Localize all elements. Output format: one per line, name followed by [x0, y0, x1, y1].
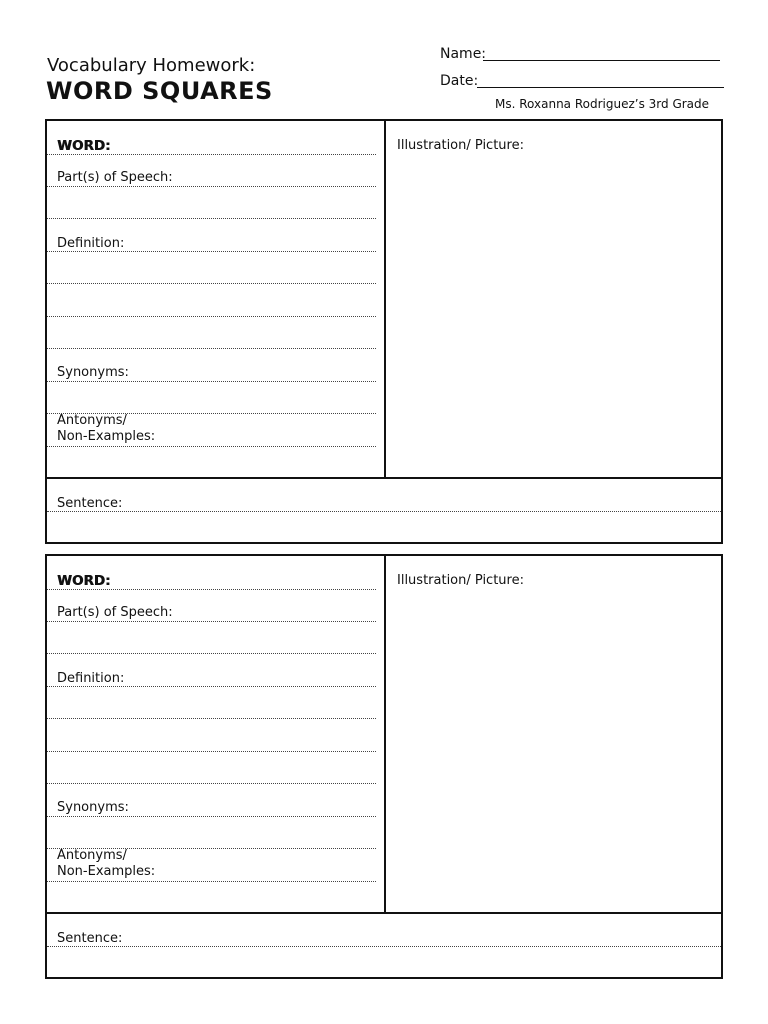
word-line[interactable]: [47, 589, 376, 590]
teacher-label: Ms. Roxanna Rodriguez’s 3rd Grade: [495, 97, 710, 111]
date-field[interactable]: [440, 72, 478, 90]
definition-label: Definition:: [57, 671, 125, 686]
vertical-divider: [384, 121, 386, 478]
word-label: WORD:: [57, 573, 111, 589]
name-field[interactable]: [440, 45, 486, 63]
definition-line-1[interactable]: [47, 686, 376, 687]
definition-line-3[interactable]: [47, 316, 376, 317]
parts-of-speech-line-1[interactable]: [47, 621, 376, 622]
synonyms-line-1[interactable]: [47, 381, 376, 382]
parts-of-speech-line-2[interactable]: [47, 218, 376, 219]
sentence-label: Sentence:: [57, 496, 123, 511]
definition-line-2[interactable]: [47, 718, 376, 719]
illustration-label: Illustration/ Picture:: [397, 138, 524, 153]
word-label: WORD:: [57, 138, 111, 154]
sentence-label: Sentence:: [57, 931, 123, 946]
parts-of-speech-label: Part(s) of Speech:: [57, 170, 173, 185]
antonyms-label-line1: Antonyms/: [57, 848, 127, 863]
definition-label: Definition:: [57, 236, 125, 251]
worksheet-title: WORD SQUARES: [46, 77, 273, 105]
illustration-label: Illustration/ Picture:: [397, 573, 524, 588]
definition-line-3[interactable]: [47, 751, 376, 752]
word-square-1: [45, 119, 723, 544]
antonyms-label-line2: Non-Examples:: [57, 864, 156, 879]
synonyms-line-1[interactable]: [47, 816, 376, 817]
antonyms-label-line2: Non-Examples:: [57, 429, 156, 444]
worksheet-subtitle: Vocabulary Homework:: [47, 55, 256, 76]
date-label: Date:: [440, 73, 479, 89]
horizontal-divider: [47, 912, 721, 914]
antonyms-label-line1: Antonyms/: [57, 413, 127, 428]
name-line: [483, 60, 720, 61]
definition-line-1[interactable]: [47, 251, 376, 252]
parts-of-speech-label: Part(s) of Speech:: [57, 605, 173, 620]
parts-of-speech-line-2[interactable]: [47, 653, 376, 654]
vertical-divider: [384, 556, 386, 913]
sentence-line-1[interactable]: [47, 511, 721, 512]
synonyms-label: Synonyms:: [57, 800, 129, 815]
parts-of-speech-line-1[interactable]: [47, 186, 376, 187]
sentence-line-1[interactable]: [47, 946, 721, 947]
definition-line-4[interactable]: [47, 348, 376, 349]
word-square-2: [45, 554, 723, 979]
word-line[interactable]: [47, 154, 376, 155]
horizontal-divider: [47, 477, 721, 479]
definition-line-2[interactable]: [47, 283, 376, 284]
antonyms-line[interactable]: [47, 446, 376, 447]
date-line: [477, 87, 724, 88]
definition-line-4[interactable]: [47, 783, 376, 784]
synonyms-label: Synonyms:: [57, 365, 129, 380]
antonyms-line[interactable]: [47, 881, 376, 882]
name-label: Name:: [440, 46, 487, 62]
